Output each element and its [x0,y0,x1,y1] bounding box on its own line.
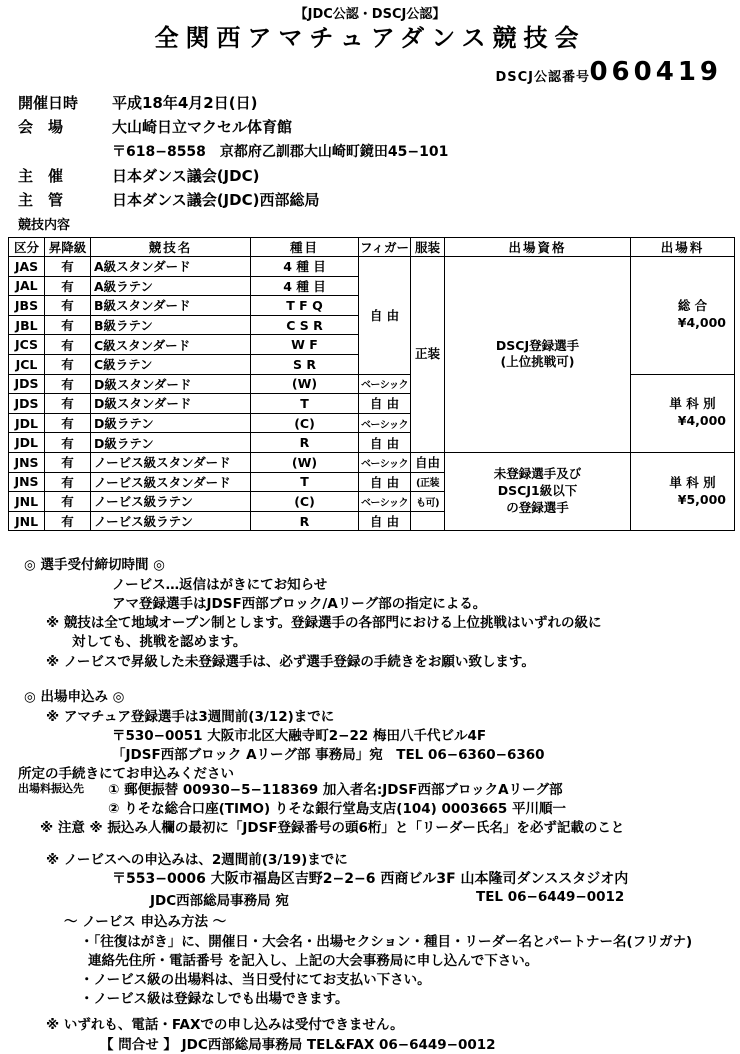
row-event: W F [251,335,359,355]
venue-label: 会 場 [18,118,64,136]
novice-tel: TEL 06−6449−0012 [476,889,625,905]
registration-number: 060419 [589,57,722,87]
application-heading: ◎ 出場申込み ◎ [24,689,125,705]
row-event: (C) [251,413,359,433]
dress-note-2: も可) [411,492,445,512]
qualification-novice-cell [445,452,631,530]
deadline-heading: ◎ 選手受付締切時間 ◎ [24,557,165,573]
row-code: JNS [9,472,45,492]
method-line-4: ・ノービス級は登録なしでも出場できます。 [80,991,349,1007]
table-row [9,452,735,472]
row-event: (W) [251,452,359,472]
row-name: D級スタンダード [91,394,251,414]
row-code: JBL [9,315,45,335]
row-promotion: 有 [45,276,91,296]
row-event: C S R [251,315,359,335]
row-name: A級ラテン [91,276,251,296]
deadline-novice: ノービス…返信はがきにてお知らせ [112,577,328,593]
fee-total-label: 総 合 [677,298,708,314]
host-label: 主 催 [18,167,64,185]
competition-table [8,237,735,531]
header-fee: 出場料 [631,238,735,257]
header-code: 区分 [9,238,45,257]
header-dress: 服装 [411,238,445,257]
row-event: T [251,394,359,414]
novice-address: 〒553−0006 大阪市福島区吉野2−2−6 西商ビル3F 山本隆司ダンススタジオ内 [112,871,629,887]
page-title: 全関西アマチュアダンス競技会 [154,24,586,52]
row-code: JNL [9,511,45,531]
fee-single-cell [631,374,735,452]
payment-option-1: ① 郵便振替 00930−5−118369 加入者名:JDSF西部ブロックAリーグ部 [108,782,563,798]
payment-label: 出場料振込先 [18,782,84,795]
row-figure: ベーシック [359,452,411,472]
deadline-note1-line1: ※ 競技は全て地域オープン制とします。登録選手の各部門における上位挑戦はいずれの級に [46,615,602,631]
method-heading: 〜 ノービス 申込み方法 〜 [64,914,227,930]
row-promotion: 有 [45,296,91,316]
row-code: JDL [9,433,45,453]
host-name: 日本ダンス議会(JDC) [112,167,260,185]
fee-total-amount: ¥4,000 [677,315,726,331]
dress-blank [411,511,445,531]
contents-label: 競技内容 [18,218,71,233]
row-code: JAL [9,276,45,296]
row-code: JDS [9,394,45,414]
row-code: JNL [9,492,45,512]
table-header-row [9,238,735,257]
row-code: JAS [9,257,45,277]
row-code: JNS [9,452,45,472]
row-name: ノービス級スタンダード [91,452,251,472]
row-event: 4 種 目 [251,276,359,296]
row-event: (C) [251,492,359,512]
payment-note: ※ 注意 ※ 振込み人欄の最初に「JDSF登録番号の頭6桁」と「リーダー氏名」を必ず記載のこと [40,820,625,836]
qualification-dscj-line1: DSCJ登録選手 [495,337,580,353]
row-promotion: 有 [45,492,91,512]
row-name: ノービス級スタンダード [91,472,251,492]
row-figure: 自 由 [359,511,411,531]
no-phone-note: ※ いずれも、電話・FAXでの申し込みは受付できません。 [46,1017,404,1033]
row-promotion: 有 [45,472,91,492]
manager-name: 日本ダンス議会(JDC)西部総局 [112,191,320,209]
qualification-novice-line1: 未登録選手及び [493,466,582,482]
fee-single-label: 単 科 別 [669,396,716,412]
row-promotion: 有 [45,315,91,335]
deadline-note2: ※ ノービスで昇級した未登録選手は、必ず選手登録の手続きをお願い致します。 [46,654,535,670]
row-name: D級ラテン [91,433,251,453]
header-event: 種目 [251,238,359,257]
row-name: ノービス級ラテン [91,492,251,512]
row-promotion: 有 [45,354,91,374]
date-label: 開催日時 [18,94,79,112]
method-line-2: 連絡先住所・電話番号 を記入し、上記の大会事務局に申し込んで下さい。 [88,953,539,969]
row-figure: 自 由 [359,394,411,414]
table-row [9,257,735,277]
header-qualification: 出場資格 [445,238,631,257]
row-code: JCS [9,335,45,355]
header-org: 【JDC公認・DSCJ公認】 [294,7,446,22]
registration-label: DSCJ公認番号 [495,70,590,85]
row-name: C級ラテン [91,354,251,374]
row-promotion: 有 [45,394,91,414]
row-event: 4 種 目 [251,257,359,277]
qualification-novice-line2: DSCJ1級以下 [497,483,578,499]
row-figure: 自 由 [359,472,411,492]
qualification-dscj-cell [445,257,631,453]
amateur-deadline: ※ アマチュア登録選手は3週間前(3/12)までに [46,709,335,725]
row-promotion: 有 [45,374,91,394]
row-figure: ベーシック [359,492,411,512]
row-promotion: 有 [45,257,91,277]
row-name: B級ラテン [91,315,251,335]
row-name: A級スタンダード [91,257,251,277]
row-event: T F Q [251,296,359,316]
row-figure: ベーシック [359,413,411,433]
qualification-novice-line3: の登録選手 [506,500,569,516]
header-figure: フィガー [359,238,411,257]
row-promotion: 有 [45,335,91,355]
row-promotion: 有 [45,452,91,472]
novice-office: JDC西部総局事務局 宛 [150,893,289,909]
payment-option-2: ② りそな総合口座(TIMO) りそな銀行堂島支店(104) 0003665 平川順一 [108,801,566,817]
row-event: R [251,433,359,453]
amateur-address: 〒530−0051 大阪市北区大融寺町2−22 梅田八千代ビル4F [112,728,487,744]
row-name: D級ラテン [91,413,251,433]
row-code: JCL [9,354,45,374]
figure-free-cell: 自 由 [359,257,411,375]
dress-note-1: (正装 [411,472,445,492]
row-event: R [251,511,359,531]
fee-novice-amount: ¥5,000 [677,491,726,507]
header-promotion: 昇降級 [45,238,91,257]
dress-formal-cell: 正装 [411,257,445,453]
row-name: ノービス級ラテン [91,511,251,531]
row-figure: ベーシック [359,374,411,394]
dress-free-cell: 自由 [411,452,445,472]
row-code: JDS [9,374,45,394]
amateur-office: 「JDSF西部ブロック Aリーグ部 事務局」宛 TEL 06−6360−6360 [112,747,545,763]
fee-single-amount: ¥4,000 [677,413,726,429]
event-date: 平成18年4月2日(日) [112,94,258,112]
row-name: C級スタンダード [91,335,251,355]
fee-novice-cell [631,452,735,530]
qualification-dscj-line2: (上位挑戦可) [500,354,575,370]
deadline-note1-line2: 対しても、挑戦を認めます。 [72,634,247,650]
contact-line: 【 問合せ 】 JDC西部総局事務局 TEL&FAX 06−6449−0012 [100,1037,496,1053]
header-name: 競技名 [91,238,251,257]
row-name: B級スタンダード [91,296,251,316]
method-line-1: ・「往復はがき」に、開催日・大会名・出場セクション・種目・リーダー名とパートナー名(フリガナ) [80,934,693,950]
row-promotion: 有 [45,511,91,531]
procedure-note: 所定の手続きにてお申込みください [18,766,234,782]
deadline-amateur: アマ登録選手はJDSF西部ブロック/Aリーグ部の指定による。 [112,596,487,612]
fee-total-cell [631,257,735,375]
row-code: JBS [9,296,45,316]
row-event: (W) [251,374,359,394]
row-promotion: 有 [45,413,91,433]
row-code: JDL [9,413,45,433]
row-event: T [251,472,359,492]
method-line-3: ・ノービス級の出場料は、当日受付にてお支払い下さい。 [80,972,431,988]
row-name: D級スタンダード [91,374,251,394]
manager-label: 主 管 [18,191,64,209]
row-figure: 自 由 [359,433,411,453]
row-event: S R [251,354,359,374]
fee-novice-label: 単 科 別 [669,474,716,490]
venue-name: 大山崎日立マクセル体育館 [112,118,293,136]
row-promotion: 有 [45,433,91,453]
venue-address: 〒618−8558 京都府乙訓郡大山崎町鏡田45−101 [112,144,449,160]
novice-deadline: ※ ノービスへの申込みは、2週間前(3/19)までに [46,852,348,868]
